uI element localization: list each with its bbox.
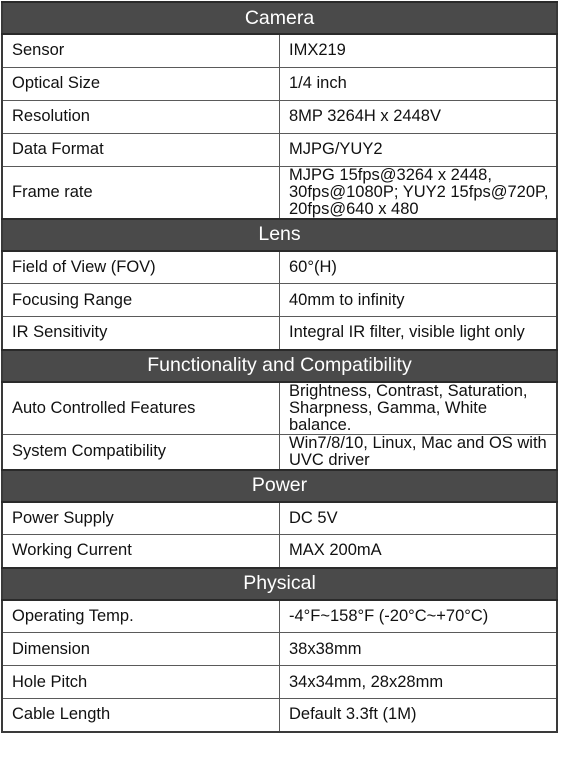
section-header-lens: [2, 219, 557, 251]
spec-value: Integral IR filter, visible light only: [280, 317, 558, 350]
section-title: Physical: [2, 568, 557, 600]
spec-label: Power Supply: [2, 502, 280, 535]
spec-row-ir-sensitivity: [2, 317, 557, 350]
spec-label: Field of View (FOV): [2, 251, 280, 284]
spec-label: System Compatibility: [2, 434, 280, 470]
spec-row-working-current: [2, 535, 557, 568]
spec-row-focusing-range: [2, 284, 557, 317]
spec-label: Optical Size: [2, 67, 280, 100]
spec-value: 60°(H): [280, 251, 558, 284]
spec-value: 8MP 3264H x 2448V: [280, 100, 558, 133]
spec-value: 1/4 inch: [280, 67, 558, 100]
spec-label: Frame rate: [2, 166, 280, 219]
spec-label: Dimension: [2, 633, 280, 666]
spec-row-resolution: [2, 100, 557, 133]
section-title: Lens: [2, 219, 557, 251]
spec-value: Brightness, Contrast, Saturation, Sharpness, Gamma, White balance.: [280, 382, 558, 435]
spec-value: MAX 200mA: [280, 535, 558, 568]
spec-row-frame-rate: [2, 166, 557, 219]
spec-value: 34x34mm, 28x28mm: [280, 666, 558, 699]
spec-label: Cable Length: [2, 699, 280, 732]
spec-table: [1, 1, 558, 733]
spec-row-auto-controlled-features: [2, 382, 557, 435]
section-header-physical: [2, 568, 557, 600]
spec-row-cable-length: [2, 699, 557, 732]
spec-value: 40mm to infinity: [280, 284, 558, 317]
section-title: Camera: [2, 2, 557, 34]
section-title: Power: [2, 470, 557, 502]
section-title: Functionality and Compatibility: [2, 350, 557, 382]
spec-label: Hole Pitch: [2, 666, 280, 699]
spec-value: DC 5V: [280, 502, 558, 535]
spec-value: MJPG/YUY2: [280, 133, 558, 166]
spec-row-dimension: [2, 633, 557, 666]
spec-value: IMX219: [280, 34, 558, 67]
spec-row-sensor: [2, 34, 557, 67]
section-header-functionality: [2, 350, 557, 382]
spec-label: Data Format: [2, 133, 280, 166]
spec-row-data-format: [2, 133, 557, 166]
spec-value: Default 3.3ft (1M): [280, 699, 558, 732]
spec-label: IR Sensitivity: [2, 317, 280, 350]
spec-value: 38x38mm: [280, 633, 558, 666]
section-header-camera: [2, 2, 557, 34]
spec-label: Operating Temp.: [2, 600, 280, 633]
spec-value: MJPG 15fps@3264 x 2448, 30fps@1080P; YUY2 15fps@720P, 20fps@640 x 480: [280, 166, 558, 219]
spec-row-optical-size: [2, 67, 557, 100]
spec-value: -4°F~158°F (-20°C~+70°C): [280, 600, 558, 633]
section-header-power: [2, 470, 557, 502]
spec-row-system-compatibility: [2, 434, 557, 470]
spec-row-hole-pitch: [2, 666, 557, 699]
spec-label: Sensor: [2, 34, 280, 67]
spec-label: Working Current: [2, 535, 280, 568]
spec-table-body: [2, 2, 557, 732]
spec-value: Win7/8/10, Linux, Mac and OS with UVC driver: [280, 434, 558, 470]
spec-row-operating-temp: [2, 600, 557, 633]
spec-label: Focusing Range: [2, 284, 280, 317]
spec-label: Auto Controlled Features: [2, 382, 280, 435]
spec-label: Resolution: [2, 100, 280, 133]
spec-row-power-supply: [2, 502, 557, 535]
spec-row-fov: [2, 251, 557, 284]
